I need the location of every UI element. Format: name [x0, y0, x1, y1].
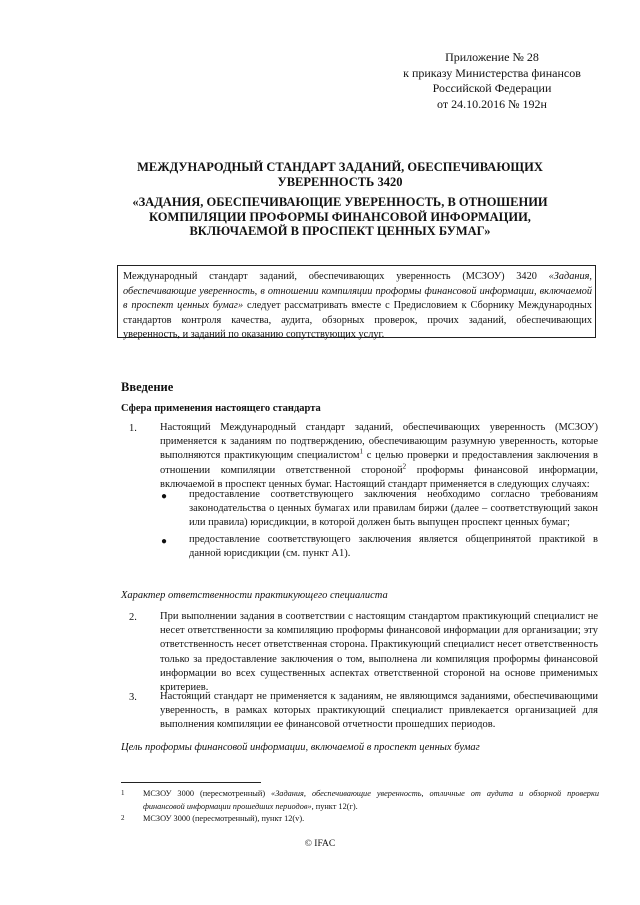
section-heading-introduction: Введение: [121, 380, 174, 394]
appendix-number: Приложение № 28: [445, 50, 539, 64]
bullet-icon: ●: [161, 536, 168, 547]
paragraph-number: 2.: [129, 612, 137, 623]
paragraph-1: [160, 421, 598, 492]
footnote-italic-text: «Задания, обеспечивающие уверенность, отличные от аудита и обзорной проверки финансовой информации прошедших периодов»: [143, 789, 599, 811]
copyright-footer: © IFAC: [304, 839, 336, 849]
paragraph-text: проформы финансовой информации, включаемой в проспект ценных бумаг. Настоящий стандарт применяется в следующих случаях:: [160, 464, 598, 490]
paragraph-2: При выполнении задания в соответствии с настоящим стандартом практикующий специалист не несет ответственности за компиляцию проформы финансовой информации для организации; эту ответственность несет ответственная сторона. Практикующий специалист несет ответственность только за предоставление заключения о том, выполнена ли компиляция проформы финансовой информации во всех существенных аспектах ответственной стороной на основе применимых критериев.: [160, 611, 598, 694]
footnote-ref: 1: [359, 447, 364, 456]
subsection-heading-purpose: Цель проформы финансовой информации, включаемой в проспект ценных бумаг: [121, 742, 480, 753]
preface-note-box: [117, 265, 596, 338]
title-line: УВЕРЕННОСТЬ 3420: [277, 174, 403, 189]
note-text: Международный стандарт заданий, обеспечивающих уверенность (МСЗОУ) 3420: [123, 271, 549, 282]
bullet-icon: ●: [161, 491, 168, 502]
subtitle-line: КОМПИЛЯЦИИ ПРОФОРМЫ ФИНАНСОВОЙ ИНФОРМАЦИИ,: [149, 209, 531, 224]
appendix-header: [372, 50, 612, 112]
footnote-ref: 2: [402, 462, 407, 471]
title-line: МЕЖДУНАРОДНЫЙ СТАНДАРТ ЗАДАНИЙ, ОБЕСПЕЧИВАЮЩИХ: [137, 160, 543, 174]
document-title: [90, 160, 590, 239]
paragraph-3: Настоящий стандарт не применяется к заданиям, не являющимся заданиями, обеспечивающими уверенность, в рамках которых практикующий специалист привлекается организацией для выполнения компиляции ее финансовой отчетности прошедших периодов.: [160, 691, 598, 731]
footnote-mark: 1: [121, 789, 125, 797]
appendix-order-ref: к приказу Министерства финансов: [403, 65, 581, 80]
subtitle-line: ВКЛЮЧАЕМОЙ В ПРОСПЕКТ ЦЕННЫХ БУМАГ»: [189, 224, 491, 238]
paragraph-number: 1.: [129, 423, 137, 434]
subtitle-line: «ЗАДАНИЯ, ОБЕСПЕЧИВАЮЩИЕ УВЕРЕННОСТЬ, В ОТНОШЕНИИ: [132, 195, 548, 209]
paragraph-number: 3.: [129, 692, 137, 703]
footnote-divider: [121, 782, 261, 783]
subsection-heading-nature: Характер ответственности практикующего специалиста: [121, 590, 388, 601]
paragraph-text: с целью проверки и предоставления заключения в отношении компиляции ответственной стороной: [160, 450, 598, 476]
note-text: следует рассматривать вместе с Предисловием к Сборнику Международных стандартов контроля качества, аудита, обзорных проверок, прочих заданий, обеспечивающих уверенность, и заданий по оказанию сопутствующих услуг.: [123, 300, 592, 340]
bullet-item: предоставление соответствующего заключения является общепринятой практикой в данной юрисдикции (см. пункт A1).: [189, 534, 598, 560]
appendix-country: Российской Федерации: [432, 81, 552, 95]
bullet-item: предоставление соответствующего заключения необходимо согласно требованиям законодательства о ценных бумагах или правилам биржи (далее – соответствующий закон или правила) юрисдикции, в которой должен быть выпущен проспект ценных бумаг;: [189, 489, 598, 529]
footnote-text: МСЗОУ 3000 (пересмотренный): [143, 789, 272, 798]
footnote-1: [143, 788, 599, 813]
paragraph-text: Настоящий Международный стандарт заданий, обеспечивающих уверенность (МСЗОУ) применяется к заданиям по подтверждению, обеспечивающим разумную уверенность, которые выполняются практикующим специалистом: [160, 422, 598, 462]
section-heading-scope: Сфера применения настоящего стандарта: [121, 403, 321, 414]
appendix-date: от 24.10.2016 № 192н: [437, 96, 547, 111]
note-italic-text: «Задания, обеспечивающие уверенность, в отношении компиляции проформы финансовой информации, включаемой в проспект ценных бумаг»: [123, 271, 592, 311]
footnote-mark: 2: [121, 814, 125, 822]
footnote-2: МСЗОУ 3000 (пересмотренный), пункт 12(v).: [143, 814, 305, 823]
footnote-text: , пункт 12(г).: [311, 801, 358, 811]
